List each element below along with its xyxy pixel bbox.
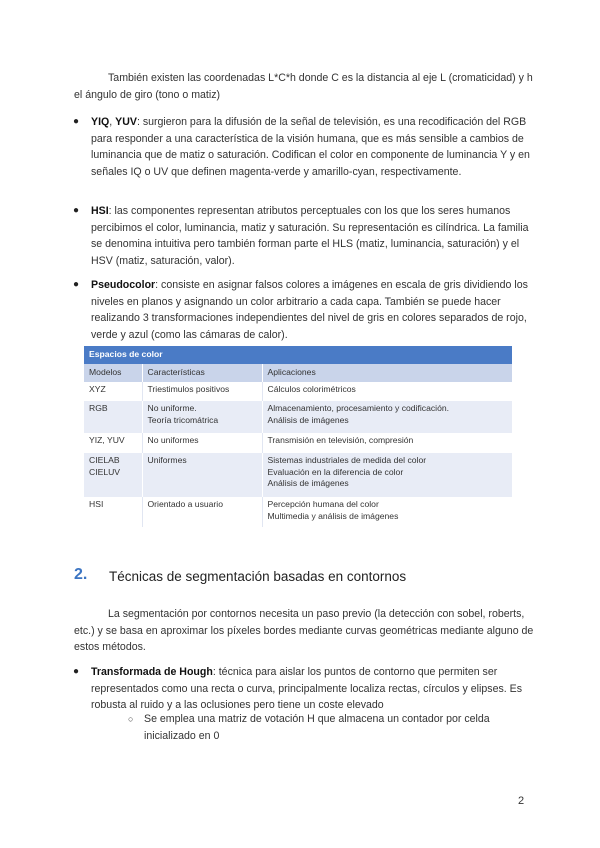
section-number: 2.: [74, 566, 88, 583]
table-cell: Almacenamiento, procesamiento y codificación. Análisis de imágenes: [262, 401, 512, 433]
bullet-text: : técnica para aislar los puntos de contorno que permiten ser representados como una recta o curva, principalmente localiza rectas, círculos y elipses. Es robusta al ruido y a las oclusiones pero tiene un coste elevado: [91, 666, 523, 711]
table-row: [84, 433, 512, 453]
table-header-row: [84, 364, 512, 382]
bullet-dot: ●: [73, 666, 80, 677]
bullet-sep: ,: [109, 116, 116, 128]
table-cell: Sistemas industriales de medida del color Evaluación en la diferencia de color Análisis de imágenes: [262, 453, 512, 497]
bullet-term: Pseudocolor: [91, 279, 156, 291]
table-cell: Transmisión en televisión, compresión: [262, 433, 512, 453]
bullet-dot: ●: [73, 205, 80, 216]
table-row: [84, 497, 512, 527]
table-cell: Triestimulos positivos: [142, 382, 262, 401]
table-cell: XYZ: [84, 382, 142, 401]
bullet-text: : las componentes representan atributos perceptuales con los que los seres humanos percibimos el color, luminancia, matiz y saturación. Su representación es cilíndrica. La familia se denomina intuitiva pero también forman parte el HLS (matiz, luminancia, saturación) y el HSV (matiz, saturación, valor).: [91, 205, 529, 267]
table-cell: RGB: [84, 401, 142, 433]
table-cell: YIZ, YUV: [84, 433, 142, 453]
bullet-term: Transformada de Hough: [91, 666, 213, 678]
table-cell: Percepción humana del color Multimedia y análisis de imágenes: [262, 497, 512, 527]
bullet-term-2: YUV: [115, 116, 137, 128]
table-title-row: [84, 346, 512, 364]
table-cell: No uniformes: [142, 433, 262, 453]
table-cell: CIELAB CIELUV: [84, 453, 142, 497]
page-number: 2: [518, 795, 525, 807]
section-paragraph: La segmentación por contornos necesita un paso previo (la detección con sobel, roberts, etc.) y se basa en aproximar los píxeles bordes mediante curvas geométricas mediante alguno de estos métodos.: [74, 608, 534, 653]
intro-paragraph: También existen las coordenadas L*C*h donde C es la distancia al eje L (cromaticidad) y h el ángulo de giro (tono o matiz): [74, 72, 533, 101]
sub-bullet-text: Se emplea una matriz de votación H que almacena un contador por celda inicializado en 0: [144, 713, 490, 742]
bullet-hsi: [73, 203, 531, 269]
bullet-pseudocolor: [73, 277, 531, 343]
bullet-dot: ●: [73, 116, 80, 127]
bullet-dot: ●: [73, 279, 80, 290]
bullet-hough: [73, 664, 531, 714]
bullet-yiq-yuv: [73, 114, 531, 180]
table-row: [84, 382, 512, 401]
sub-bullet-circle: ○: [128, 714, 134, 724]
table-cell: Orientado a usuario: [142, 497, 262, 527]
bullet-text: : consiste en asignar falsos colores a imágenes en escala de gris dividiendo los niveles en planos y asignando un color arbitrario a cada capa. También se puede hacer realizando 3 transformaciones independientes del nivel de gris en colores separados de rojo, verde y azul (como las cámaras de calor).: [91, 279, 528, 341]
table-cell: Cálculos colorimétricos: [262, 382, 512, 401]
bullet-term: YIQ: [91, 116, 110, 128]
table-row: [84, 453, 512, 497]
sub-bullet-voting-matrix: [128, 711, 524, 744]
table-header-cell: Aplicaciones: [262, 364, 512, 382]
table-cell: Uniformes: [142, 453, 262, 497]
table-cell: HSI: [84, 497, 142, 527]
bullet-term: HSI: [91, 205, 109, 217]
table-header-cell: Modelos: [84, 364, 142, 382]
table-row: [84, 401, 512, 433]
section-heading: [74, 566, 544, 588]
table-cell: No uniforme. Teoría tricomátrica: [142, 401, 262, 433]
color-spaces-table: [84, 346, 512, 527]
table-header-cell: Características: [142, 364, 262, 382]
table-title: Espacios de color: [84, 346, 512, 364]
bullet-text: : surgieron para la difusión de la señal de televisión, es una recodificación del RGB para responder a una característica de la visión humana, que es más sensible a cambios de luminancia que de matiz o saturación. Codifican el color en componente de luminancia Y y en señales IQ o UV que definen magenta-verde y amarillo-cyan, respectivamente.: [91, 116, 530, 178]
section-title: Técnicas de segmentación basadas en contornos: [109, 569, 407, 584]
